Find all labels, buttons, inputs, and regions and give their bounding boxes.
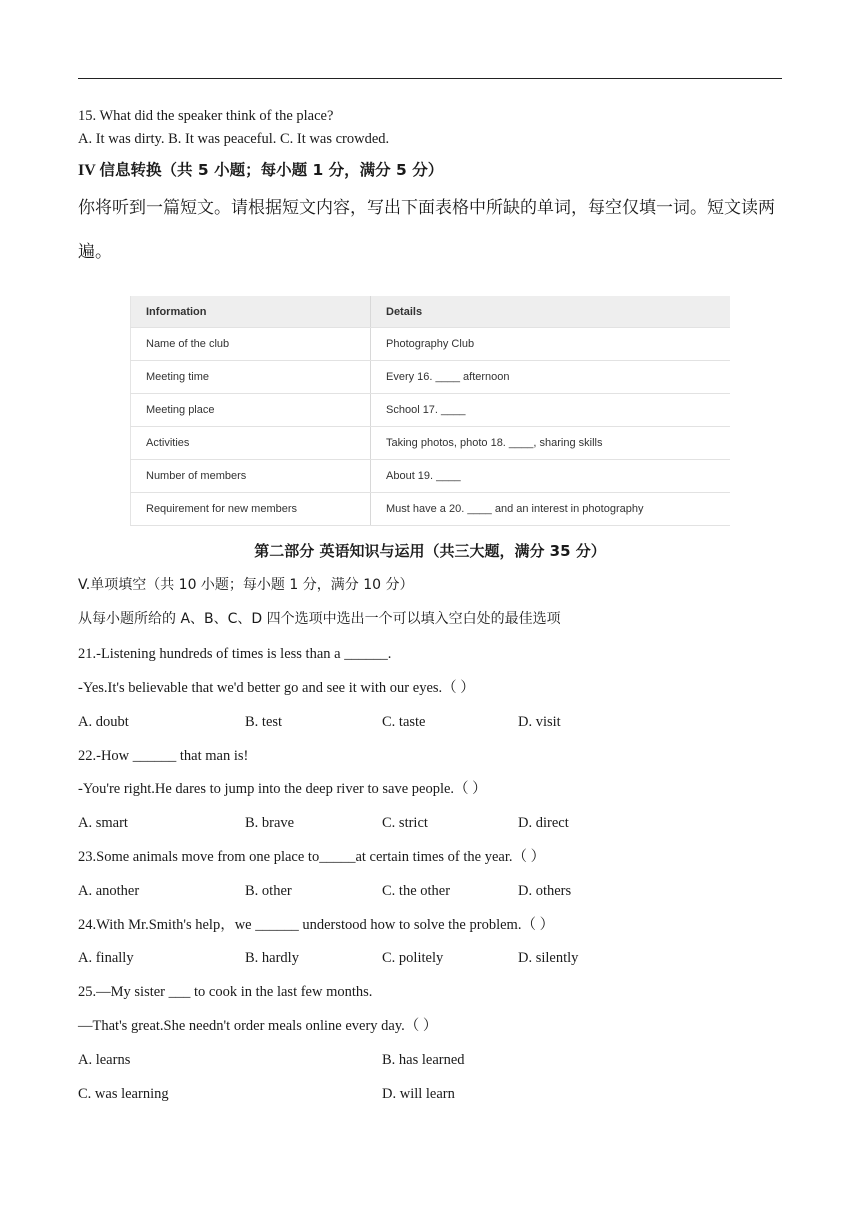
table-row	[131, 328, 731, 361]
table-cell-details: Taking photos, photo 18. ____, sharing skills	[371, 427, 731, 460]
table-cell-details: About 19. ____	[371, 460, 731, 493]
table-cell-info: Name of the club	[131, 328, 371, 361]
q24-option-b: B. hardly	[245, 950, 299, 966]
q24-option-c: C. politely	[382, 950, 444, 966]
q22-option-d: D. direct	[518, 815, 569, 831]
header-rule	[78, 78, 782, 79]
q23-option-d: D. others	[518, 883, 572, 899]
q21-dialogue: -Yes.It's believable that we'd better go and see it with our eyes.（ ）	[78, 680, 475, 696]
q21-option-b: B. test	[245, 714, 283, 730]
table-row	[131, 460, 731, 493]
section4-instruction-line1: 你将听到一篇短文。请根据短文内容，写出下面表格中所缺的单词，每空仅填一词。短文读两	[78, 198, 775, 218]
q24-question: 24.With Mr.Smith's help，we ______ understood how to solve the problem.（ ）	[78, 917, 555, 933]
section5-heading: V.单项填空（共 10 小题；每小题 1 分，满分 10 分）	[78, 577, 414, 593]
table-cell-details: School 17. ____	[371, 394, 731, 427]
table-cell-info: Meeting time	[131, 361, 371, 394]
q22-option-c: C. strict	[382, 815, 428, 831]
table-cell-details: Must have a 20. ____ and an interest in photography	[371, 493, 731, 526]
q22-option-b: B. brave	[245, 815, 295, 831]
q23-option-b: B. other	[245, 883, 292, 899]
table-cell-info: Activities	[131, 427, 371, 460]
section4-heading	[78, 160, 443, 181]
q24-option-a: A. finally	[78, 950, 134, 966]
q21-question: 21.-Listening hundreds of times is less than a ______.	[78, 646, 392, 662]
table-row	[131, 427, 731, 460]
q21-option-a: A. doubt	[78, 714, 129, 730]
q23-option-c: C. the other	[382, 883, 451, 899]
section5-instruction: 从每小题所给的 A、B、C、D 四个选项中选出一个可以填入空白处的最佳选项	[78, 611, 561, 627]
table-row	[131, 493, 731, 526]
q25-option-c: C. was learning	[78, 1086, 169, 1102]
q25-option-b: B. has learned	[382, 1052, 465, 1068]
q23-option-a: A. another	[78, 883, 140, 899]
table-cell-info: Meeting place	[131, 394, 371, 427]
q22-option-a: A. smart	[78, 815, 128, 831]
section4-heading-text: 信息转换（共 5 小题；每小题 1 分，满分 5 分）	[99, 161, 444, 179]
q22-question: 22.-How ______ that man is!	[78, 748, 249, 764]
q22-dialogue: -You're right.He dares to jump into the deep river to save people.（ ）	[78, 781, 487, 797]
table-cell-info: Number of members	[131, 460, 371, 493]
q25-question: 25.—My sister ___ to cook in the last few months.	[78, 984, 373, 1000]
q21-option-d: D. visit	[518, 714, 561, 730]
table-header-information: Information	[131, 296, 371, 328]
table-cell-info: Requirement for new members	[131, 493, 371, 526]
q15-question: 15. What did the speaker think of the place?	[78, 108, 334, 124]
q25-dialogue: —That's great.She needn't order meals online every day.（ ）	[78, 1018, 438, 1034]
table-cell-details: Photography Club	[371, 328, 731, 361]
table-row	[131, 394, 731, 427]
table-row	[131, 361, 731, 394]
q24-option-d: D. silently	[518, 950, 579, 966]
q15-options: A. It was dirty. B. It was peaceful. C. It was crowded.	[78, 131, 390, 147]
q23-question: 23.Some animals move from one place to_____at certain times of the year.（ ）	[78, 849, 546, 865]
section4-instruction-line2: 遍。	[78, 242, 112, 262]
table-cell-details: Every 16. ____ afternoon	[371, 361, 731, 394]
table-header-details: Details	[371, 296, 731, 328]
section4-heading-roman: IV	[78, 162, 100, 179]
part2-title: 第二部分 英语知识与运用（共三大题，满分 35 分）	[254, 542, 606, 560]
q25-option-a: A. learns	[78, 1052, 131, 1068]
table-header-row	[131, 296, 731, 328]
info-table	[130, 296, 730, 526]
q25-option-d: D. will learn	[382, 1086, 455, 1102]
q21-option-c: C. taste	[382, 714, 426, 730]
